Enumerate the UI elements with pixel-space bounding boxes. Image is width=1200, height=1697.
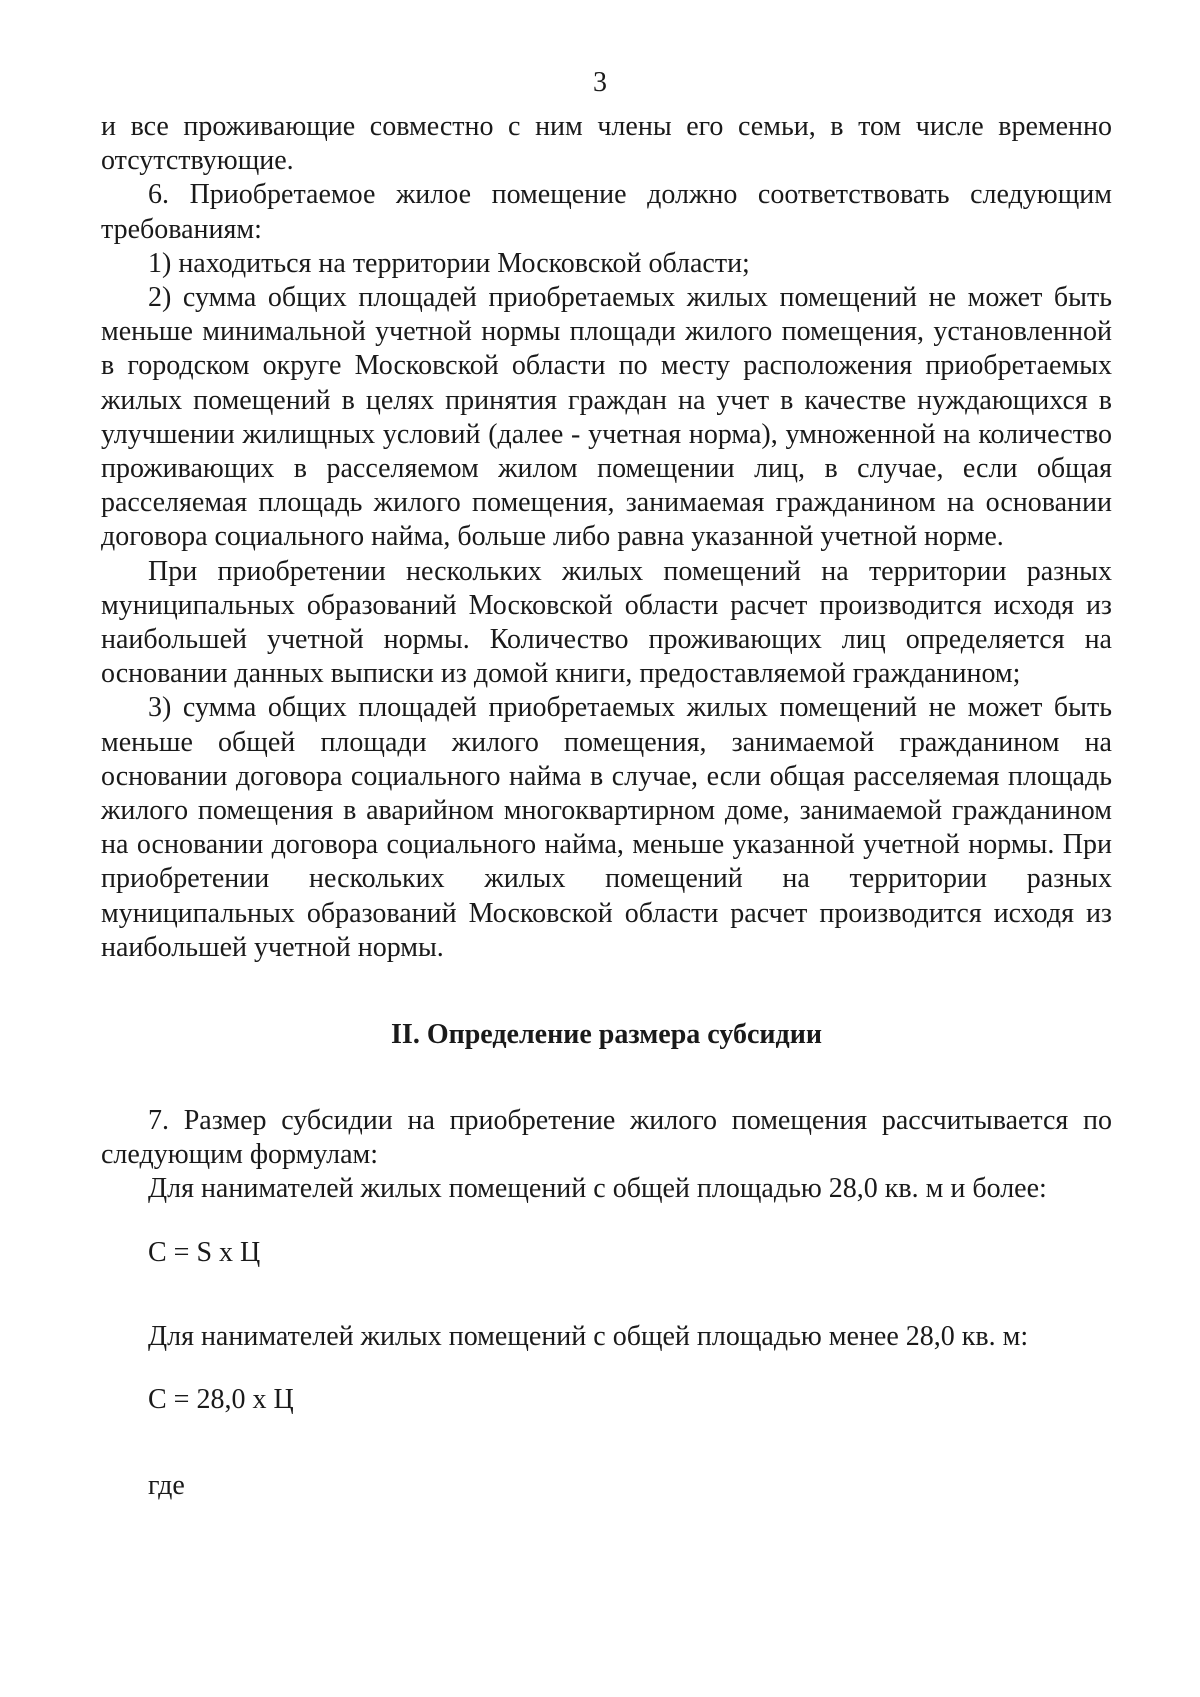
formula-2: С = 28,0 x Ц — [148, 1384, 294, 1416]
document-body — [101, 110, 1112, 1504]
page-number: 3 — [593, 67, 607, 98]
paragraph-subitem-2: 2) сумма общих площадей приобретаемых жилых помещений не может быть меньше минимальной учетной нормы площади жилого помещения, установленной в городском округе Московской области по месту расположения приобретаемых жилых помещений в целях принятия граждан на учет в качестве нуждающихся в улучшении жилищных условий (далее - учетная норма), умноженной на количество проживающих в расселяемом жилом помещении лиц, в случае, если общая расселяемая площадь жилого помещения, занимаемая гражданином на основании договора социального найма, больше либо равна указанной учетной норме. — [101, 282, 1112, 553]
paragraph-item-6: 6. Приобретаемое жилое помещение должно соответствовать следующим требованиям: — [101, 179, 1112, 245]
section-heading: II. Определение размера субсидии — [391, 1019, 822, 1051]
paragraph-subitem-1: 1) находиться на территории Московской области; — [148, 247, 750, 279]
paragraph-item-7: 7. Размер субсидии на приобретение жилого помещения рассчитывается по следующим формулам: — [101, 1105, 1112, 1171]
paragraph-multiple-purchase: При приобретении нескольких жилых помещений на территории разных муниципальных образований Московской области расчет производится исходя из наибольшей учетной нормы. Количество проживающих лиц определяется на основании данных выписки из домой книги, предоставляемой гражданином; — [101, 555, 1112, 690]
paragraph-continuation: и все проживающие совместно с ним члены его семьи, в том числе временно отсутствующие. — [101, 111, 1112, 177]
paragraph-subitem-3: 3) сумма общих площадей приобретаемых жилых помещений не может быть меньше общей площади жилого помещения, занимаемой гражданином на основании договора социального найма в случае, если общая расселяемая площадь жилого помещения в аварийном многоквартирном доме, занимаемой гражданином на основании договора социального найма, меньше указанной учетной нормы. При приобретении нескольких жилых помещений на территории разных муниципальных образований Московской области расчет производится исходя из наибольшей учетной нормы. — [101, 692, 1112, 963]
formula-1: С = S x Ц — [148, 1236, 261, 1268]
paragraph-formula-intro-1: Для нанимателей жилых помещений с общей площадью 28,0 кв. м и более: — [148, 1173, 1047, 1205]
closing-word: где — [148, 1470, 185, 1502]
paragraph-formula-intro-2: Для нанимателей жилых помещений с общей площадью менее 28,0 кв. м: — [148, 1320, 1029, 1352]
